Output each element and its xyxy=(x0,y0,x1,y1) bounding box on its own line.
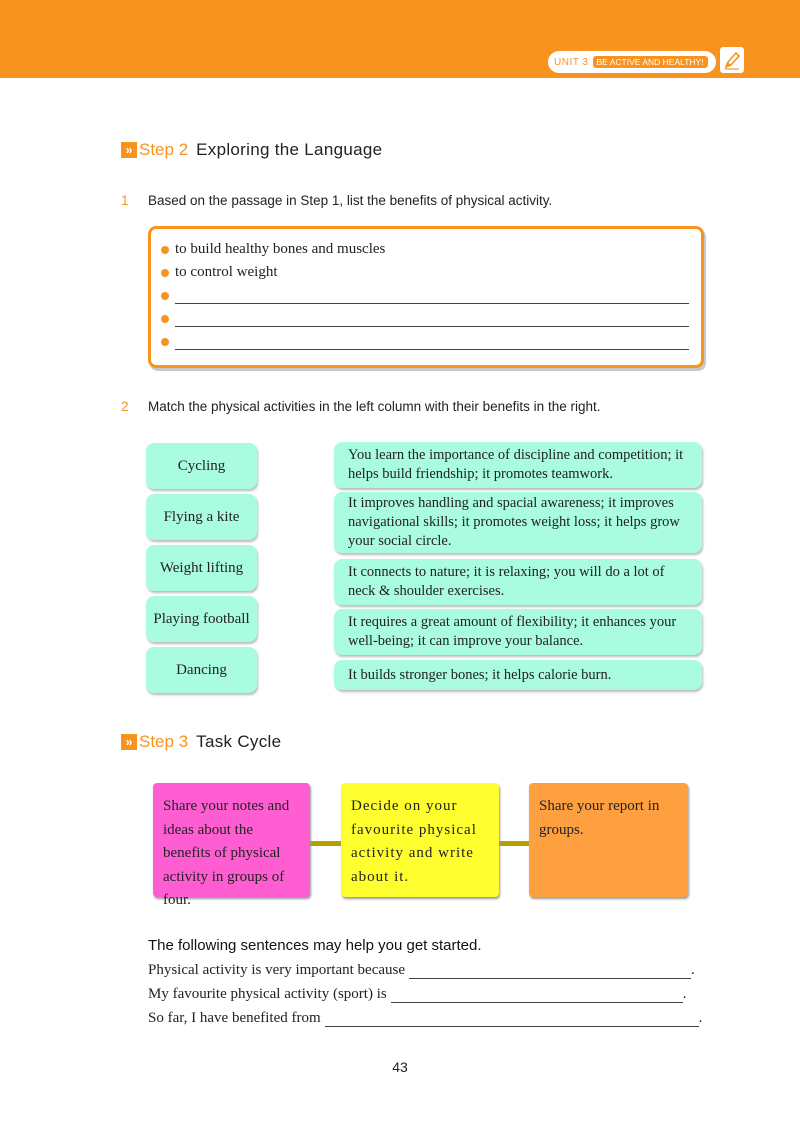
activity-flying-kite[interactable]: Flying a kite xyxy=(146,494,257,540)
list-item xyxy=(161,264,277,281)
step2-heading xyxy=(121,140,382,160)
activity-playing-football[interactable]: Playing football xyxy=(146,596,257,642)
list-item xyxy=(161,289,689,304)
benefit-item-2: to control weight xyxy=(175,264,278,280)
unit-title: BE ACTIVE AND HEALTHY! xyxy=(593,56,708,68)
answer-blank[interactable] xyxy=(325,1012,699,1027)
double-chevron-icon: » xyxy=(121,142,137,158)
list-item xyxy=(161,241,385,258)
benefit-2[interactable]: It improves handling and spacial awareness; it improves navigational skills; it promotes weight loss; it helps grow your social circle. xyxy=(334,492,702,553)
unit-label: UNIT 3 xyxy=(554,56,589,68)
bullet-icon xyxy=(161,292,169,300)
connector-line xyxy=(499,841,529,846)
pen-icon xyxy=(720,47,744,73)
period: . xyxy=(691,962,695,978)
sentence-3-text: So far, I have benefited from xyxy=(148,1010,321,1026)
sentence-2-text: My favourite physical activity (sport) is xyxy=(148,986,387,1002)
benefits-list-box xyxy=(148,226,704,368)
sentence-starter-1 xyxy=(148,962,695,979)
question-2 xyxy=(121,399,600,414)
sentence-starter-3 xyxy=(148,1010,702,1027)
sentence-starter-2 xyxy=(148,986,686,1003)
answer-blank[interactable] xyxy=(175,289,689,304)
step3-number: Step 3 xyxy=(139,732,189,751)
activity-weight-lifting[interactable]: Weight lifting xyxy=(146,545,257,591)
benefit-item-1: to build healthy bones and muscles xyxy=(175,241,386,257)
answer-blank[interactable] xyxy=(175,312,689,327)
step2-number: Step 2 xyxy=(139,140,189,159)
activity-cycling[interactable]: Cycling xyxy=(146,443,257,489)
page-number: 43 xyxy=(392,1059,408,1075)
unit-badge xyxy=(548,51,716,73)
answer-blank[interactable] xyxy=(391,988,683,1003)
task-card-share-notes: Share your notes and ideas about the benefits of physical activity in groups of four. xyxy=(153,783,310,897)
step3-title: Task Cycle xyxy=(196,732,282,751)
double-chevron-icon: » xyxy=(121,734,137,750)
sentence-1-text: Physical activity is very important because xyxy=(148,962,406,978)
bullet-icon xyxy=(161,338,169,346)
answer-blank[interactable] xyxy=(175,335,689,350)
period: . xyxy=(698,1010,703,1026)
bullet-icon xyxy=(161,315,169,323)
question-1-number: 1 xyxy=(121,193,129,208)
task-card-decide: Decide on your favourite physical activity and write about it. xyxy=(341,783,499,897)
activity-dancing[interactable]: Dancing xyxy=(146,647,257,693)
help-title: The following sentences may help you get started. xyxy=(148,937,482,954)
question-2-text: Match the physical activities in the left column with their benefits in the right. xyxy=(148,399,601,414)
benefit-4[interactable]: It requires a great amount of flexibility; it enhances your well-being; it can improve your balance. xyxy=(334,609,702,655)
step2-title: Exploring the Language xyxy=(196,140,383,159)
period: . xyxy=(682,986,687,1002)
step3-heading xyxy=(121,732,281,752)
task-card-share-report: Share your report in groups. xyxy=(529,783,688,897)
list-item xyxy=(161,312,689,327)
answer-blank[interactable] xyxy=(409,964,691,979)
benefit-1[interactable]: You learn the importance of discipline and competition; it helps build friendship; it promotes teamwork. xyxy=(334,442,702,488)
question-1-text: Based on the passage in Step 1, list the benefits of physical activity. xyxy=(148,193,553,208)
connector-line xyxy=(310,841,341,846)
question-2-number: 2 xyxy=(121,399,129,414)
bullet-icon xyxy=(161,246,169,254)
bullet-icon xyxy=(161,269,169,277)
question-1 xyxy=(121,193,552,208)
benefit-5[interactable]: It builds stronger bones; it helps calorie burn. xyxy=(334,660,702,690)
list-item xyxy=(161,335,689,350)
benefit-3[interactable]: It connects to nature; it is relaxing; you will do a lot of neck & shoulder exercises. xyxy=(334,559,702,605)
